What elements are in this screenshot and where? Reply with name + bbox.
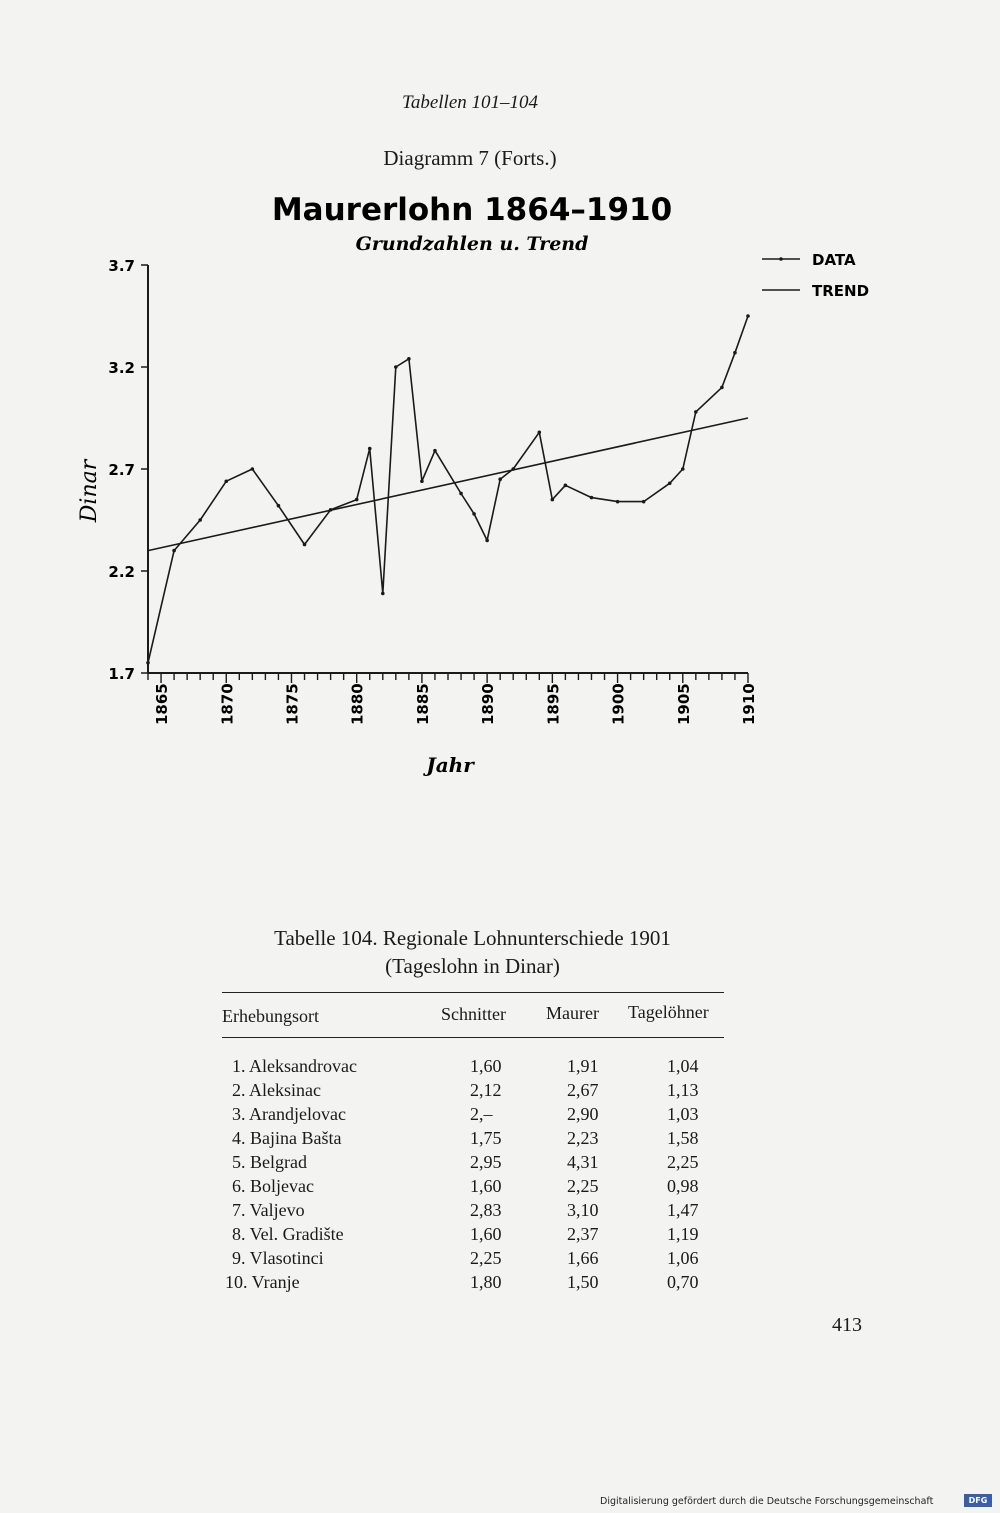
data-point — [381, 592, 385, 596]
data-point — [459, 492, 463, 496]
cell-schnitter: 2,83 — [470, 1200, 502, 1220]
col-header-tageloehner: Tagelöhner — [628, 1002, 709, 1022]
data-point — [303, 543, 307, 547]
table-row — [0, 1080, 1000, 1104]
cell-schnitter: 2,25 — [470, 1248, 502, 1268]
dfg-logo: DFG — [964, 1494, 992, 1507]
data-point — [590, 496, 594, 500]
data-point — [355, 498, 359, 502]
cell-maurer: 2,90 — [567, 1104, 599, 1124]
chart-axes — [108, 257, 758, 725]
table-row — [0, 1104, 1000, 1128]
data-point — [746, 314, 750, 318]
table-row — [0, 1056, 1000, 1080]
data-point — [720, 386, 724, 390]
table-title-line2: (Tageslohn in Dinar) — [385, 954, 560, 978]
chart-title: Maurerlohn 1864–1910 — [271, 192, 673, 228]
x-tick-label: 1885 — [413, 683, 432, 725]
table-row — [0, 1200, 1000, 1224]
data-point — [394, 365, 398, 369]
cell-tageloehner: 1,58 — [667, 1128, 699, 1148]
line-chart — [0, 180, 1000, 800]
page-number: 413 — [832, 1314, 862, 1336]
col-header-schnitter: Schnitter — [441, 1004, 506, 1024]
x-axis-label: Jahr — [426, 753, 474, 777]
data-point — [224, 479, 228, 483]
chart-marks — [146, 314, 750, 664]
data-point — [485, 539, 489, 543]
y-tick-label: 2.7 — [108, 461, 135, 479]
cell-place: 7. Valjevo — [232, 1200, 305, 1220]
data-point — [733, 351, 737, 355]
data-point — [551, 498, 555, 502]
cell-tageloehner: 1,19 — [667, 1224, 699, 1244]
data-point — [616, 500, 620, 504]
series-trend-line — [148, 418, 748, 551]
cell-tageloehner: 1,06 — [667, 1248, 699, 1268]
running-head: Tabellen 101–104 — [402, 92, 538, 113]
cell-schnitter: 1,60 — [470, 1224, 502, 1244]
cell-tageloehner: 0,98 — [667, 1176, 699, 1196]
cell-place: 10. Vranje — [225, 1272, 300, 1292]
cell-maurer: 2,67 — [567, 1080, 599, 1100]
cell-schnitter: 2,– — [470, 1104, 493, 1124]
cell-tageloehner: 1,13 — [667, 1080, 699, 1100]
table-header-rule — [222, 1037, 724, 1038]
x-tick-label: 1865 — [153, 683, 172, 725]
cell-schnitter: 1,75 — [470, 1128, 502, 1148]
data-point — [172, 549, 176, 553]
x-tick-label: 1900 — [609, 683, 628, 725]
table-row — [0, 1272, 1000, 1296]
data-point — [198, 518, 202, 522]
data-point — [681, 467, 685, 471]
y-tick-label: 3.7 — [108, 257, 135, 275]
cell-maurer: 1,66 — [567, 1248, 599, 1268]
data-point — [642, 500, 646, 504]
cell-place: 9. Vlasotinci — [232, 1248, 324, 1268]
data-point — [420, 479, 424, 483]
y-tick-label: 1.7 — [108, 665, 135, 683]
x-tick-label: 1895 — [544, 683, 563, 725]
table-row — [0, 1152, 1000, 1176]
data-point — [472, 512, 476, 516]
data-point — [538, 430, 542, 434]
y-tick-label: 3.2 — [108, 359, 135, 377]
cell-tageloehner: 1,04 — [667, 1056, 699, 1076]
cell-schnitter: 1,80 — [470, 1272, 502, 1292]
cell-tageloehner: 1,03 — [667, 1104, 699, 1124]
cell-place: 4. Bajina Bašta — [232, 1128, 342, 1148]
cell-place: 8. Vel. Gradište — [232, 1224, 344, 1244]
cell-tageloehner: 0,70 — [667, 1272, 699, 1292]
legend-data-marker — [779, 257, 783, 261]
series-data-line — [148, 316, 748, 663]
cell-maurer: 2,23 — [567, 1128, 599, 1148]
data-point — [433, 449, 437, 453]
cell-maurer: 2,25 — [567, 1176, 599, 1196]
diagram-caption: Diagramm 7 (Forts.) — [383, 146, 557, 170]
col-header-maurer: Maurer — [546, 1003, 599, 1023]
cell-schnitter: 1,60 — [470, 1176, 502, 1196]
cell-maurer: 3,10 — [567, 1200, 599, 1220]
data-point — [368, 447, 372, 451]
cell-place: 6. Boljevac — [232, 1176, 314, 1196]
data-point — [694, 410, 698, 414]
cell-schnitter: 2,12 — [470, 1080, 502, 1100]
cell-schnitter: 2,95 — [470, 1152, 502, 1172]
cell-place: 5. Belgrad — [232, 1152, 307, 1172]
cell-maurer: 4,31 — [567, 1152, 599, 1172]
chart-subtitle: Grundzahlen u. Trend — [355, 233, 589, 255]
cell-place: 1. Aleksandrovac — [232, 1056, 357, 1076]
x-tick-label: 1870 — [218, 683, 237, 725]
cell-tageloehner: 1,47 — [667, 1200, 699, 1220]
cell-maurer: 2,37 — [567, 1224, 599, 1244]
x-tick-label: 1890 — [479, 683, 498, 725]
chart-legend — [762, 251, 869, 300]
legend-data-label: DATA — [812, 251, 856, 269]
cell-place: 3. Arandjelovac — [232, 1104, 346, 1124]
data-point — [146, 661, 150, 665]
data-point — [277, 504, 281, 508]
x-tick-label: 1875 — [283, 683, 302, 725]
table-top-rule — [222, 992, 724, 993]
legend-trend-label: TREND — [812, 282, 870, 300]
data-point — [498, 477, 502, 481]
data-point — [251, 467, 255, 471]
data-point — [668, 481, 672, 485]
cell-tageloehner: 2,25 — [667, 1152, 699, 1172]
table-row — [0, 1248, 1000, 1272]
cell-schnitter: 1,60 — [470, 1056, 502, 1076]
table-row — [0, 1176, 1000, 1200]
table-row — [0, 1224, 1000, 1248]
x-tick-label: 1905 — [674, 683, 693, 725]
table-body — [0, 1056, 1000, 1296]
y-axis-label: Dinar — [77, 459, 102, 523]
cell-maurer: 1,50 — [567, 1272, 599, 1292]
table-title — [0, 924, 945, 980]
footer-credit: Digitalisierung gefördert durch die Deutsche Forschungsgemeinschaft — [600, 1496, 934, 1507]
x-tick-label: 1880 — [348, 683, 367, 725]
data-point — [564, 484, 568, 488]
cell-maurer: 1,91 — [567, 1056, 599, 1076]
cell-place: 2. Aleksinac — [232, 1080, 321, 1100]
col-header-place: Erhebungsort — [222, 1006, 319, 1026]
table-title-line1: Tabelle 104. Regionale Lohnunterschiede 1901 — [274, 926, 671, 950]
table-row — [0, 1128, 1000, 1152]
y-tick-label: 2.2 — [108, 563, 135, 581]
data-point — [407, 357, 411, 361]
x-tick-label: 1910 — [740, 683, 758, 725]
